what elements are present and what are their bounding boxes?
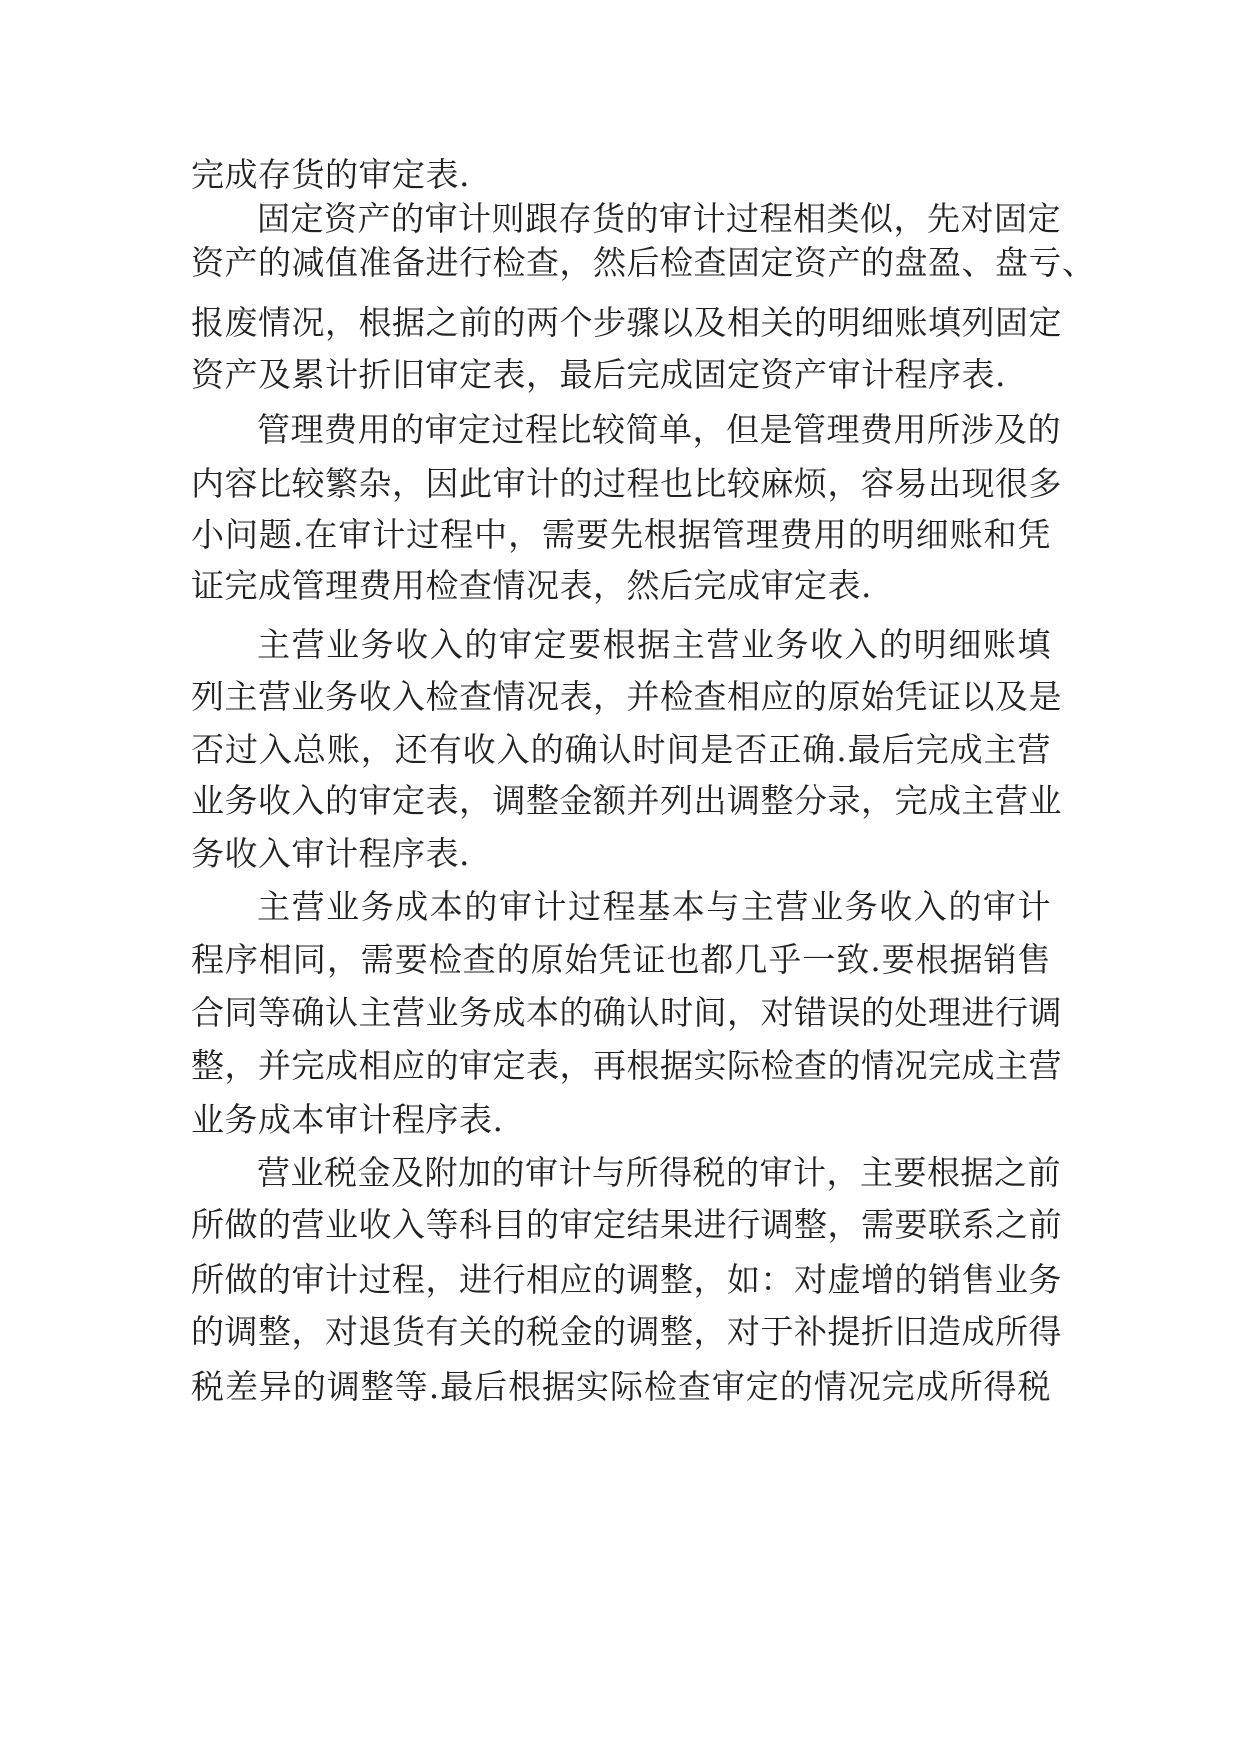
text-line: 完成存货的审定表.	[191, 155, 470, 194]
text-line: 管理费用的审定过程比较简单，但是管理费用所涉及的	[257, 410, 1061, 449]
text-line: 列主营业务收入检查情况表，并检查相应的原始凭证以及是	[191, 677, 1062, 716]
text-line: 合同等确认主营业务成本的确认时间，对错误的处理进行调	[191, 993, 1062, 1032]
text-line: 整，并完成相应的审定表，再根据实际检查的情况完成主营	[191, 1046, 1062, 1085]
text-line: 主营业务收入的审定要根据主营业务收入的明细账填	[257, 625, 1051, 664]
text-line: 业务成本审计程序表.	[191, 1100, 504, 1139]
text-line: 资产的减值准备进行检查，然后检查固定资产的盘盈、盘亏、	[191, 243, 1096, 282]
text-line: 税差异的调整等.最后根据实际检查审定的情况完成所得税	[191, 1367, 1051, 1406]
text-line: 所做的营业收入等科目的审定结果进行调整，需要联系之前	[191, 1205, 1062, 1244]
text-line: 证完成管理费用检查情况表，然后完成审定表.	[191, 566, 872, 605]
text-line: 业务收入的审定表，调整金额并列出调整分录，完成主营业	[191, 781, 1062, 820]
text-line: 务收入审计程序表.	[191, 834, 470, 873]
text-line: 所做的审计过程，进行相应的调整，如：对虚增的销售业务	[191, 1260, 1062, 1299]
text-line: 小问题.在审计过程中，需要先根据管理费用的明细账和凭	[191, 515, 1051, 554]
text-line: 营业税金及附加的审计与所得税的审计，主要根据之前	[257, 1153, 1061, 1192]
text-line: 资产及累计折旧审定表，最后完成固定资产审计程序表.	[191, 355, 1006, 394]
text-line: 报废情况，根据之前的两个步骤以及相关的明细账填列固定	[191, 303, 1062, 342]
text-line: 主营业务成本的审计过程基本与主营业务收入的审计	[257, 887, 1051, 926]
text-line: 内容比较繁杂，因此审计的过程也比较麻烦，容易出现很多	[191, 464, 1062, 503]
text-line: 程序相同，需要检查的原始凭证也都几乎一致.要根据销售	[191, 940, 1051, 979]
text-line: 否过入总账，还有收入的确认时间是否正确.最后完成主营	[191, 730, 1051, 769]
text-line: 固定资产的审计则跟存货的审计过程相类似，先对固定	[257, 199, 1061, 238]
text-line: 的调整，对退货有关的税金的调整，对于补提折旧造成所得	[191, 1312, 1062, 1351]
